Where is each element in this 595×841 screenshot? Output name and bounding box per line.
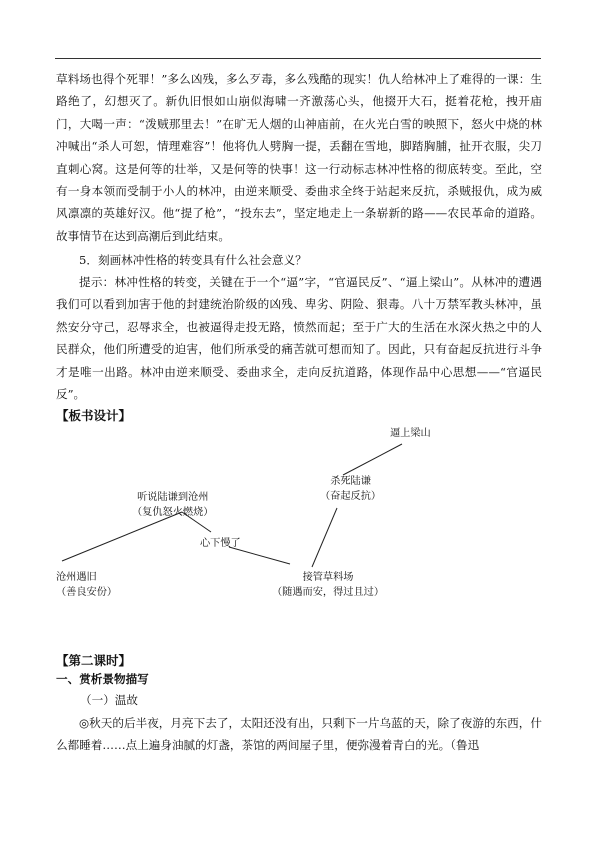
lesson2-heading: 【第二课时】 [56,653,132,668]
node-title: 接管草料场 [302,572,354,583]
line-n5-n6 [343,444,402,475]
node-sub: （善良安份） [56,587,118,598]
section-1-title: 一、赏析景物描写 [56,672,149,686]
node-heart-slack [200,536,241,551]
node-kill-luqian [320,474,381,504]
node-sub: （复仇怒火燃烧） [132,507,214,518]
node-title: 听说陆谦到沧州 [137,492,209,503]
paragraph-climax: 草料场也得个死罪！”多么凶残，多么歹毒，多么残酷的现实！仇人给林冲上了难得的一课：生路绝了，幻想灭了。新仇旧恨如山崩似海啸一齐激荡心头，他掇开大石，挺着花枪，拽开庙门，大喝一声：“泼贼那里去！”在旷无人烟的山神庙前，在火光白雪的映照下，怒火中烧的林冲喊出“杀人可恕，情理难容”！他将仇人劈胸一提，丢翻在雪地，脚踏胸脯，扯开衣服，尖刀直刺心窝。这是何等的壮举，又是何等的快事！这一行动标志林冲性格的彻底转变。至此，空有一身本领而受制于小人的林冲，由逆来顺受、委曲求全终于站起来反抗，杀贼报仇，成为威风凛凛的英雄好汉。他“提了枪”，“投东去”，坚定地走上一条崭新的路——农民革命的道路。故事情节在达到高潮后到此结束。 [56,72,542,243]
node-sub: （奋起反抗） [320,491,382,502]
node-take-over-depot [272,570,384,600]
board-design-heading: 【板书设计】 [56,408,132,423]
node-title: 逼上梁山 [390,428,431,439]
subsection-review: （一）温故 [80,693,138,707]
quote-paragraph: ◎秋天的后半夜，月亮下去了，太阳还没有出，只剩下一片乌蓝的天，除了夜游的东西，什么都睡着……点上遍身油腻的灯盏，茶馆的两间屋子里，便弥漫着青白的光。（鲁迅 [56,716,542,753]
node-hear-luqian [132,490,214,520]
question-5: 5．刻画林冲性格的转变具有什么社会意义？ [79,253,307,267]
hint-paragraph: 提示：林冲性格的转变，关键在于一个“逼”字，“官逼民反”、“逼上梁山”。从林冲的遭遇我们可以看到加害于他的封建统治阶级的凶残、卑劣、阴险、狠毒。八十万禁军教头林冲，虽然安分守己，忍辱求全，也被逼得走投无路，愤然而起；至于广大的生活在水深火热之中的人民群众，他们所遭受的迫害，他们所承受的痛苦就可想而知了。因此，只有奋起反抗进行斗争才是唯一出路。林冲由逆来顺受、委曲求全，走向反抗道路，体现作品中心思想——“官逼民反”。 [56,275,542,402]
node-title: 沧州遇旧 [56,572,97,583]
node-title: 杀死陆谦 [330,476,371,487]
node-forced-liangshan [390,426,431,441]
node-cangzhou-meeting [56,570,117,600]
node-title: 心下慢了 [200,538,241,549]
node-sub: （随遇而安，得过且过） [272,587,385,598]
line-n4-n5 [312,508,337,567]
